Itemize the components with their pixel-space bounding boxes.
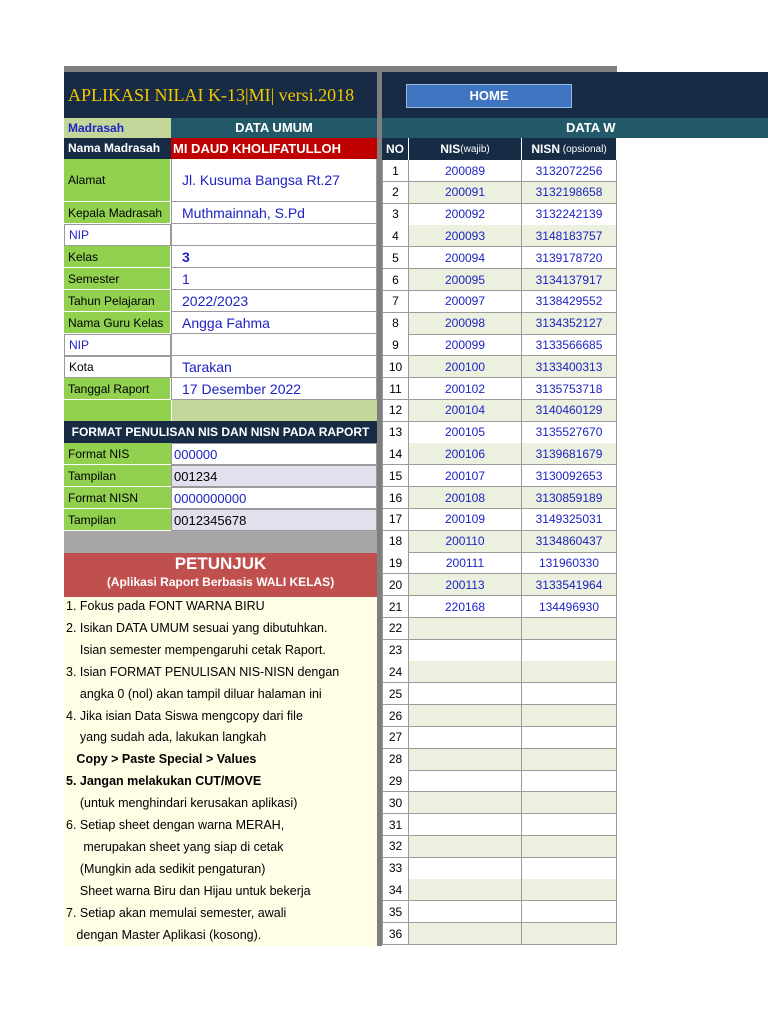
instruction-line: 6. Setiap sheet dengan warna MERAH,	[66, 818, 285, 832]
nis-cell[interactable]: 200099	[409, 334, 522, 356]
col-header-no: NO	[382, 138, 409, 160]
value-nip-kepala[interactable]	[171, 224, 377, 246]
row-number: 15	[382, 465, 409, 487]
value-alamat[interactable]: Jl. Kusuma Bangsa Rt.27	[171, 159, 377, 202]
table-row	[382, 422, 617, 444]
nis-cell[interactable]: 200105	[409, 422, 522, 444]
row-number: 11	[382, 378, 409, 400]
row-number: 21	[382, 596, 409, 618]
col-header-nisn	[522, 138, 617, 160]
nis-cell[interactable]	[409, 661, 522, 683]
instruction-line: (untuk menghindari kerusakan aplikasi)	[66, 796, 298, 811]
app-title: APLIKASI NILAI K-13|MI| versi.2018	[68, 85, 355, 105]
nisn-cell[interactable]: 3133400313	[522, 356, 617, 378]
nisn-cell[interactable]	[522, 879, 617, 901]
nisn-cell[interactable]: 134496930	[522, 596, 617, 618]
nisn-cell[interactable]: 3140460129	[522, 400, 617, 422]
row-number: 34	[382, 879, 409, 901]
nisn-cell[interactable]	[522, 749, 617, 771]
madrasah-header: Madrasah	[64, 118, 171, 138]
instruction-line: Sheet warna Biru dan Hijau untuk bekerja	[66, 883, 311, 898]
nisn-cell[interactable]	[522, 814, 617, 836]
row-number: 2	[382, 182, 409, 204]
row-number: 7	[382, 291, 409, 313]
table-row	[382, 160, 617, 182]
table-row	[382, 749, 617, 771]
label-tanggal-raport: Tanggal Raport	[64, 378, 171, 400]
row-number: 35	[382, 901, 409, 923]
nisn-cell[interactable]: 3139681679	[522, 443, 617, 465]
nis-cell[interactable]	[409, 879, 522, 901]
row-number: 3	[382, 204, 409, 226]
nisn-cell[interactable]	[522, 640, 617, 662]
label-nama-guru-kelas: Nama Guru Kelas	[64, 312, 171, 334]
table-row	[382, 683, 617, 705]
table-row	[382, 334, 617, 356]
nis-cell[interactable]	[409, 705, 522, 727]
row-number: 12	[382, 400, 409, 422]
row-number: 6	[382, 269, 409, 291]
label-tampilan-nis: Tampilan	[64, 465, 171, 487]
table-row	[382, 574, 617, 596]
col-header-nis	[409, 138, 522, 160]
nisn-cell[interactable]	[522, 618, 617, 640]
row-number: 17	[382, 509, 409, 531]
nis-cell[interactable]	[409, 901, 522, 923]
nis-cell[interactable]: 200097	[409, 291, 522, 313]
row-number: 19	[382, 552, 409, 574]
petunjuk-subtitle: (Aplikasi Raport Berbasis WALI KELAS)	[106, 575, 335, 589]
row-number: 25	[382, 683, 409, 705]
table-row	[382, 247, 617, 269]
nisn-cell[interactable]	[522, 901, 617, 923]
nis-cell[interactable]	[409, 683, 522, 705]
table-row	[382, 509, 617, 531]
col-header-nisn-note: (opsional)	[559, 143, 607, 155]
value-tahun-pelajaran[interactable]: 2022/2023	[171, 290, 377, 312]
label-kepala-madrasah: Kepala Madrasah	[64, 202, 171, 224]
label-kelas: Kelas	[64, 246, 171, 268]
nis-cell[interactable]: 200104	[409, 400, 522, 422]
table-row	[382, 487, 617, 509]
table-row	[382, 836, 617, 858]
table-row	[382, 356, 617, 378]
row-number: 29	[382, 770, 409, 792]
table-row	[382, 378, 617, 400]
label-format-nisn: Format NISN	[64, 487, 171, 509]
nis-cell[interactable]: 200100	[409, 356, 522, 378]
petunjuk-title: PETUNJUK	[174, 554, 267, 573]
nis-cell[interactable]: 200107	[409, 465, 522, 487]
label-nip-kepala: NIP	[64, 224, 171, 246]
nisn-cell[interactable]: 3134352127	[522, 313, 617, 335]
blank-value-cell	[171, 400, 377, 421]
nisn-cell[interactable]: 3134137917	[522, 269, 617, 291]
section-gap	[64, 531, 377, 553]
nisn-cell[interactable]: 3130859189	[522, 487, 617, 509]
nis-cell[interactable]	[409, 814, 522, 836]
value-tampilan-nisn: 0012345678	[171, 509, 377, 531]
instruction-line: 5. Jangan melakukan CUT/MOVE	[66, 774, 262, 789]
nis-cell[interactable]	[409, 640, 522, 662]
table-row	[382, 531, 617, 553]
nisn-cell[interactable]: 3134860437	[522, 531, 617, 553]
nisn-cell[interactable]	[522, 792, 617, 814]
nis-cell[interactable]: 200113	[409, 574, 522, 596]
nisn-cell[interactable]	[522, 858, 617, 880]
label-nama-madrasah: Nama Madrasah	[64, 138, 171, 159]
nisn-cell[interactable]: 3130092653	[522, 465, 617, 487]
row-number: 22	[382, 618, 409, 640]
nis-cell[interactable]	[409, 618, 522, 640]
nis-cell[interactable]	[409, 749, 522, 771]
row-number: 23	[382, 640, 409, 662]
nis-cell[interactable]: 200102	[409, 378, 522, 400]
table-row	[382, 269, 617, 291]
row-number: 16	[382, 487, 409, 509]
instruction-line: angka 0 (nol) akan tampil diluar halaman ini	[66, 686, 322, 701]
instruction-line: 2. Isikan DATA UMUM sesuai yang dibutuhkan.	[66, 620, 328, 635]
row-number: 8	[382, 313, 409, 335]
instruction-line: 3. Isian FORMAT PENULISAN NIS-NISN dengan	[66, 664, 340, 679]
format-section-title: FORMAT PENULISAN NIS DAN NISN PADA RAPORT	[64, 421, 377, 443]
row-number: 36	[382, 923, 409, 945]
label-nip-guru: NIP	[64, 334, 171, 356]
table-row	[382, 182, 617, 204]
value-semester[interactable]: 1	[171, 268, 377, 290]
instruction-line: dengan Master Aplikasi (kosong).	[66, 927, 262, 942]
value-tampilan-nis: 001234	[171, 465, 377, 487]
nisn-cell[interactable]	[522, 705, 617, 727]
label-tahun-pelajaran: Tahun Pelajaran	[64, 290, 171, 312]
table-row	[382, 552, 617, 574]
row-number: 24	[382, 661, 409, 683]
petunjuk-header	[64, 553, 377, 597]
nisn-cell[interactable]	[522, 770, 617, 792]
nisn-cell[interactable]: 3139178720	[522, 247, 617, 269]
table-row	[382, 923, 617, 945]
nis-cell[interactable]: 200095	[409, 269, 522, 291]
nis-cell[interactable]	[409, 858, 522, 880]
nisn-cell[interactable]	[522, 661, 617, 683]
row-number: 28	[382, 749, 409, 771]
nisn-cell[interactable]	[522, 727, 617, 749]
value-format-nisn[interactable]: 0000000000	[171, 487, 377, 509]
value-nama-guru-kelas[interactable]: Angga Fahma	[171, 312, 377, 334]
instruction-line: yang sudah ada, lakukan langkah	[66, 730, 267, 745]
value-kelas[interactable]: 3	[171, 246, 377, 268]
instruction-line: Copy > Paste Special > Values	[66, 752, 257, 767]
table-row	[382, 400, 617, 422]
row-number: 31	[382, 814, 409, 836]
row-number: 32	[382, 836, 409, 858]
row-number: 9	[382, 334, 409, 356]
row-number: 18	[382, 531, 409, 553]
nisn-cell[interactable]: 3133566685	[522, 334, 617, 356]
row-number: 30	[382, 792, 409, 814]
data-siswa-title: DATA W	[382, 118, 768, 138]
value-nama-madrasah[interactable]: MI DAUD KHOLIFATULLOH	[171, 138, 377, 159]
col-header-nis-label: NIS	[440, 142, 461, 156]
home-button[interactable]: HOME	[406, 84, 572, 108]
row-number: 10	[382, 356, 409, 378]
nis-cell[interactable]: 200089	[409, 160, 522, 182]
nis-cell[interactable]: 220168	[409, 596, 522, 618]
nisn-cell[interactable]: 3149325031	[522, 509, 617, 531]
table-row	[382, 858, 617, 880]
nis-cell[interactable]: 200098	[409, 313, 522, 335]
nisn-cell[interactable]: 3148183757	[522, 225, 617, 247]
instruction-line: 7. Setiap akan memulai semester, awali	[66, 905, 287, 920]
nis-cell[interactable]: 200093	[409, 225, 522, 247]
nis-cell[interactable]	[409, 923, 522, 945]
nisn-cell[interactable]: 3135753718	[522, 378, 617, 400]
table-row	[382, 640, 617, 662]
label-format-nis: Format NIS	[64, 443, 171, 465]
table-row	[382, 465, 617, 487]
row-number: 13	[382, 422, 409, 444]
table-row	[382, 661, 617, 683]
row-number: 33	[382, 858, 409, 880]
row-number: 5	[382, 247, 409, 269]
table-row	[382, 225, 617, 247]
nis-cell[interactable]	[409, 792, 522, 814]
value-kota[interactable]: Tarakan	[171, 356, 377, 378]
nisn-cell[interactable]: 3132198658	[522, 182, 617, 204]
nis-cell[interactable]	[409, 770, 522, 792]
table-row	[382, 879, 617, 901]
value-kepala-madrasah[interactable]: Muthmainnah, S.Pd	[171, 202, 377, 224]
instruction-line: 1. Fokus pada FONT WARNA BIRU	[66, 599, 265, 613]
value-tanggal-raport[interactable]: 17 Desember 2022	[171, 378, 377, 400]
label-semester: Semester	[64, 268, 171, 290]
table-row	[382, 313, 617, 335]
value-format-nis[interactable]: 000000	[171, 443, 377, 465]
nisn-cell[interactable]: 131960330	[522, 552, 617, 574]
instruction-line: merupakan sheet yang siap di cetak	[66, 839, 284, 854]
table-row	[382, 443, 617, 465]
col-header-nis-note: (wajib)	[460, 143, 490, 155]
nisn-cell[interactable]	[522, 836, 617, 858]
nis-cell[interactable]	[409, 727, 522, 749]
nisn-cell[interactable]	[522, 923, 617, 945]
nis-cell[interactable]: 200091	[409, 182, 522, 204]
table-row	[382, 770, 617, 792]
row-number: 20	[382, 574, 409, 596]
nis-cell[interactable]: 200106	[409, 443, 522, 465]
nisn-cell[interactable]: 3138429552	[522, 291, 617, 313]
nis-cell[interactable]: 200110	[409, 531, 522, 553]
nisn-cell[interactable]: 3132072256	[522, 160, 617, 182]
table-row	[382, 596, 617, 618]
table-row	[382, 727, 617, 749]
table-row	[382, 291, 617, 313]
value-nip-guru[interactable]	[171, 334, 377, 356]
instruction-line: Isian semester mempengaruhi cetak Raport.	[66, 642, 326, 657]
table-row	[382, 618, 617, 640]
label-tampilan-nisn: Tampilan	[64, 509, 171, 531]
nis-cell[interactable]: 200111	[409, 552, 522, 574]
row-number: 14	[382, 443, 409, 465]
table-row	[382, 204, 617, 226]
nis-cell[interactable]: 200108	[409, 487, 522, 509]
table-row	[382, 814, 617, 836]
nisn-cell[interactable]: 3133541964	[522, 574, 617, 596]
row-number: 27	[382, 727, 409, 749]
row-number: 1	[382, 160, 409, 182]
table-row	[382, 705, 617, 727]
instruction-line: (Mungkin ada sedikit pengaturan)	[66, 861, 266, 876]
label-alamat: Alamat	[64, 159, 171, 202]
instruction-line: 4. Jika isian Data Siswa mengcopy dari file	[66, 708, 303, 723]
nisn-cell[interactable]	[522, 683, 617, 705]
label-kota: Kota	[64, 356, 171, 378]
nisn-cell[interactable]: 3132242139	[522, 204, 617, 226]
table-row	[382, 792, 617, 814]
data-umum-title: DATA UMUM	[171, 118, 377, 138]
table-row	[382, 901, 617, 923]
row-number: 4	[382, 225, 409, 247]
nisn-cell[interactable]: 3135527670	[522, 422, 617, 444]
nis-cell[interactable]: 200094	[409, 247, 522, 269]
nis-cell[interactable]: 200109	[409, 509, 522, 531]
nis-cell[interactable]	[409, 836, 522, 858]
col-header-nisn-label: NISN	[531, 142, 560, 156]
nis-cell[interactable]: 200092	[409, 204, 522, 226]
blank-label-cell	[64, 400, 171, 421]
row-number: 26	[382, 705, 409, 727]
